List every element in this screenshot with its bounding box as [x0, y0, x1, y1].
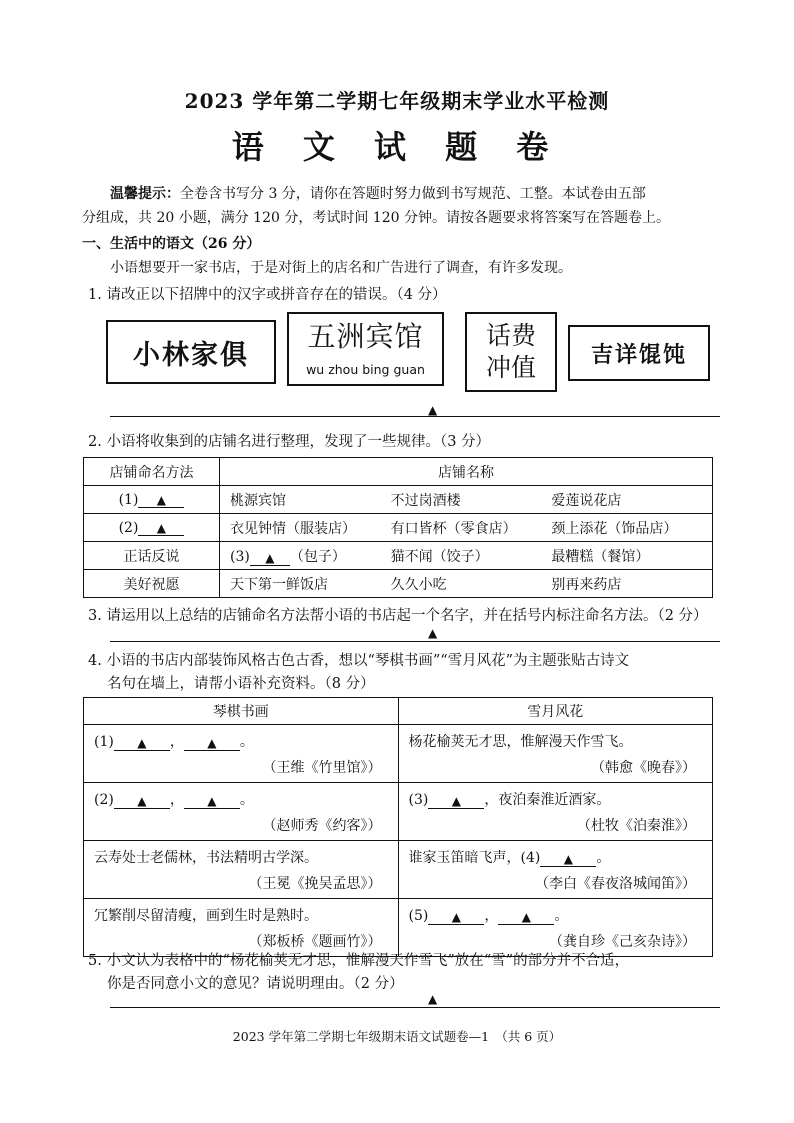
answer-mark: ▲ [207, 736, 217, 750]
poem-source: （韩愈《晚春》） [591, 760, 696, 776]
instructions-line-1: 全卷含书写分 3 分，请你在答题时努力做到书写规范、工整。本试卷由五部 [180, 186, 646, 202]
answer-blank[interactable] [138, 521, 184, 536]
blank-label: (2) [94, 792, 114, 808]
answer-mark-q3: ▲ [428, 626, 438, 640]
table-row [84, 486, 713, 514]
blank-label: (4) [520, 850, 541, 866]
question-2: 2. 小语将收集到的店铺名进行整理，发现了一些规律。（3 分） [88, 434, 491, 450]
answer-blank[interactable] [184, 736, 240, 751]
answer-line-q5[interactable] [110, 1007, 720, 1008]
naming-method: 美好祝愿 [84, 570, 220, 598]
signboard-furniture [106, 320, 276, 384]
question-4-line-2: 名句在墙上，请帮小语补充资料。（8 分） [107, 676, 375, 692]
table-row [84, 899, 713, 957]
poem-source: （赵师秀《约客》） [262, 818, 382, 834]
answer-blank[interactable] [114, 736, 170, 751]
table-header-method: 店铺命名方法 [84, 458, 220, 486]
blank-label: (3) [408, 792, 429, 808]
sign-text-line-2: 冲值 [485, 353, 536, 382]
punctuation: 。 [239, 734, 254, 750]
poem-line: 杨花榆荚无才思，惟解漫天作雪飞。 [408, 734, 633, 750]
blank-label: (1) [94, 734, 114, 750]
poem-line: ，夜泊秦淮近酒家。 [484, 792, 611, 808]
poem-line: 云寿处士老儒林，书法精明古学深。 [94, 850, 318, 866]
answer-mark: ▲ [207, 794, 217, 808]
shop-name: 久久小吃 [390, 576, 447, 593]
poem-source: （龚自珍《己亥杂诗》） [549, 934, 696, 950]
punctuation: 。 [596, 850, 611, 866]
poem-line: 冗繁削尽留清瘦，画到生时是熟时。 [94, 908, 318, 924]
signboard-hotel [287, 312, 444, 386]
blank-label: (3) [230, 548, 250, 565]
poem-source: （杜牧《泊秦淮》） [577, 818, 696, 834]
question-1: 1. 请改正以下招牌中的汉字或拼音存在的错误。（4 分） [88, 287, 447, 303]
exam-title: 2023 学年第二学期七年级期末学业水平检测 [184, 89, 610, 113]
poem-source: （王冕《挽吴孟思》） [248, 876, 382, 892]
answer-blank[interactable] [138, 493, 184, 508]
sign-text: 五洲宾馆 [307, 319, 424, 353]
shop-name: 桃源宾馆 [230, 492, 286, 509]
answer-blank[interactable] [540, 852, 596, 867]
table-header-names: 店铺名称 [220, 458, 713, 486]
question-4-line-1: 4. 小语的书店内部装饰风格古色古香，想以“琴棋书画”“雪月风花”为主题张贴古诗文 [88, 653, 630, 669]
answer-mark: ▲ [451, 794, 461, 808]
instructions-line-2: 分组成，共 20 小题，满分 120 分，考试时间 120 分钟。请按各题要求将答案写在答题卷上。 [82, 210, 670, 226]
exam-instructions [82, 182, 722, 230]
sign-text-line-1: 话费 [485, 321, 536, 350]
section-heading: 一、生活中的语文（26 分） [82, 236, 261, 252]
answer-blank[interactable] [250, 551, 290, 566]
blank-label: (5) [408, 908, 429, 924]
punctuation: 。 [239, 792, 254, 808]
sign-text: 小林家俱 [133, 339, 249, 371]
question-3: 3. 请运用以上总结的店铺命名方法帮小语的书店起一个名字，并在括号内标注命名方法。（2 分） [88, 608, 708, 624]
answer-line-q3[interactable] [110, 641, 720, 642]
punctuation: 。 [554, 908, 569, 924]
paper-title: 语 文 试 题 卷 [231, 128, 563, 166]
answer-blank[interactable] [184, 794, 240, 809]
answer-mark: ▲ [265, 550, 275, 565]
answer-mark: ▲ [156, 520, 167, 535]
punctuation: ， [484, 908, 499, 924]
question-5-line-1: 5. 小文认为表格中的“杨花榆荚无才思，惟解漫天作雪飞”放在“雪”的部分并不合适， [88, 953, 630, 969]
table-row [84, 841, 713, 899]
sign-text: 吉详馄饨 [590, 342, 687, 368]
poem-line: 谁家玉笛暗飞声， [408, 850, 521, 866]
question-5-line-2: 你是否同意小文的意见？请说明理由。（2 分） [107, 976, 404, 992]
shop-name: 猫不闻（饺子） [390, 548, 489, 565]
answer-mark-q1: ▲ [428, 403, 438, 417]
table-row [84, 542, 713, 570]
shop-name: 天下第一鲜饭店 [230, 576, 328, 593]
answer-blank[interactable] [428, 794, 484, 809]
shop-name: 颈上添花（饰品店） [551, 520, 678, 537]
table-row [84, 725, 713, 783]
shop-name: 爱莲说花店 [551, 492, 622, 509]
answer-mark: ▲ [137, 794, 147, 808]
shop-name: 衣见钟情（服装店） [230, 520, 356, 537]
table-row [84, 514, 713, 542]
shop-name-tail: （包子） [289, 548, 346, 565]
shop-name: 别再来药店 [551, 576, 622, 593]
answer-mark: ▲ [451, 910, 461, 924]
poem-table [83, 697, 713, 957]
naming-method: 正话反说 [84, 542, 220, 570]
answer-mark: ▲ [156, 492, 167, 507]
punctuation: ， [169, 734, 184, 750]
answer-mark: ▲ [137, 736, 147, 750]
table-header-xue-yue-feng-hua: 雪月风花 [398, 698, 713, 725]
answer-blank[interactable] [498, 910, 554, 925]
shop-name-table [83, 457, 713, 598]
section-lead: 小语想要开一家书店，于是对街上的店名和广告进行了调查，有许多发现。 [110, 260, 572, 276]
answer-line-q1[interactable] [110, 416, 720, 417]
answer-mark-q5: ▲ [428, 992, 438, 1006]
answer-blank[interactable] [114, 794, 170, 809]
poem-source: （郑板桥《题画竹》） [248, 934, 382, 950]
signboard-wonton [568, 325, 710, 381]
page-footer: 2023 学年第二学期七年级期末语文试题卷—1 （共 6 页） [232, 1029, 562, 1044]
table-header-qin-qi-shu-hua: 琴棋书画 [84, 698, 399, 725]
answer-mark: ▲ [521, 910, 531, 924]
sign-pinyin: wu zhou bing guan [306, 361, 425, 377]
shop-name: 不过岗酒楼 [390, 492, 461, 509]
table-row [84, 783, 713, 841]
punctuation: ， [169, 792, 184, 808]
shop-name: 有口皆杯（零食店） [390, 520, 517, 537]
shop-name: 最糟糕（餐馆） [551, 548, 650, 565]
blank-label: (2) [118, 519, 139, 536]
answer-blank[interactable] [428, 910, 484, 925]
table-row [84, 570, 713, 598]
instructions-label: 温馨提示： [110, 186, 180, 202]
poem-source: （王维《竹里馆》） [262, 760, 382, 776]
blank-label: (1) [118, 491, 139, 508]
poem-source: （李白《春夜洛城闻笛》） [535, 876, 696, 892]
answer-mark: ▲ [563, 852, 573, 866]
signboard-phone-topup [465, 312, 557, 392]
